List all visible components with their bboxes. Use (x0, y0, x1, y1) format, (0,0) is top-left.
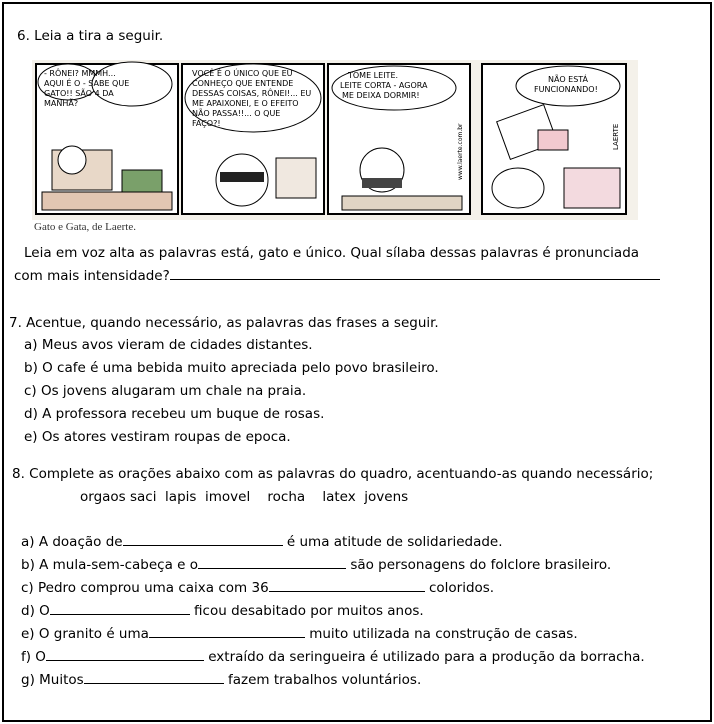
panel2-line-5: FAÇO?! (192, 119, 221, 128)
q7-item-d: d) A professora recebeu um buque de rosas. (24, 406, 325, 422)
panel4-line-1: FUNCIONANDO! (534, 85, 598, 94)
q8-item-b: b) A mula-sem-cabeça e o são personagens do folclore brasileiro. (21, 557, 612, 573)
panel2-line-3: ME APAIXONEI, E O EFEITO (192, 99, 299, 108)
panel3-line-2: ME DEIXA DORMIR! (342, 91, 420, 100)
q8-blank-d[interactable] (50, 602, 190, 615)
q6-question-line1: Leia em voz alta as palavras está, gato e único. Qual sílaba dessas palavras é pronunciada (24, 245, 640, 261)
comic-panel-3 (328, 64, 470, 214)
q6-question-line2: com mais intensidade? (14, 267, 660, 285)
panel3-line-0: TOME LEITE. (348, 71, 399, 80)
q6-title: 6. Leia a tira a seguir. (17, 28, 164, 44)
q8-item-f: f) O extraído da seringueira é utilizado para a produção da borracha. (21, 649, 645, 665)
q8-item-g: g) Muitos fazem trabalhos voluntários. (21, 672, 422, 688)
q6-answer-blank[interactable] (170, 267, 660, 280)
q8-title: 8. Complete as orações abaixo com as palavras do quadro, acentuando-as quando necessário; (12, 466, 654, 482)
panel1-line-2: GATO!! SÃO 4 DA (44, 89, 114, 98)
panel3-url: www.laerte.com.br (457, 123, 464, 180)
panel3-line-1: LEITE CORTA - AGORA (340, 81, 428, 90)
q7-item-e: e) Os atores vestiram roupas de epoca. (24, 429, 291, 445)
q8-item-e: e) O granito é uma muito utilizada na construção de casas. (21, 626, 578, 642)
panel4-line-0: NÃO ESTÁ (548, 75, 589, 84)
panel1-line-0: - RÔNEI? MMMH... (44, 69, 116, 78)
comic-panel-2 (182, 64, 324, 214)
q8-blank-g[interactable] (84, 671, 224, 684)
q8-item-c: c) Pedro comprou uma caixa com 36 coloridos. (21, 580, 495, 596)
q7-item-b: b) O cafe é uma bebida muito apreciada pelo povo brasileiro. (24, 360, 439, 376)
q7-item-a: a) Meus avos vieram de cidades distantes. (24, 337, 313, 353)
comic-strip (32, 60, 478, 232)
q8-blank-c[interactable] (269, 579, 425, 592)
q7-title: 7. Acentue, quando necessário, as palavras das frases a seguir. (9, 315, 439, 331)
panel1-line-3: MANHÃ? (44, 99, 79, 108)
q8-word-bank: orgaos saci lapis imovel rocha latex jovens (80, 489, 409, 505)
panel4-signature: LAERTE (612, 123, 620, 150)
q8-item-d: d) O ficou desabitado por muitos anos. (21, 603, 424, 619)
panel2-line-0: VOCÊ É O ÚNICO QUE EU (192, 69, 293, 78)
q8-blank-e[interactable] (149, 625, 305, 638)
q8-blank-b[interactable] (198, 556, 346, 569)
q8-blank-f[interactable] (46, 648, 204, 661)
q7-item-c: c) Os jovens alugaram um chale na praia. (24, 383, 307, 399)
q8-blank-a[interactable] (123, 533, 283, 546)
panel1-line-1: AQUI É O - SABE QUE (44, 79, 130, 88)
panel2-line-2: DESSAS COISAS, RÔNEI!... EU (192, 89, 312, 98)
panel2-line-1: CONHEÇO QUE ENTENDE (192, 79, 294, 88)
q8-item-a: a) A doação de é uma atitude de solidariedade. (21, 534, 503, 550)
panel2-line-4: NÃO PASSA!!... O QUE (192, 109, 281, 118)
comic-panel-1 (36, 62, 178, 214)
comic-caption: Gato e Gata, de Laerte. (34, 221, 136, 232)
comic-panel-4 (478, 60, 640, 232)
